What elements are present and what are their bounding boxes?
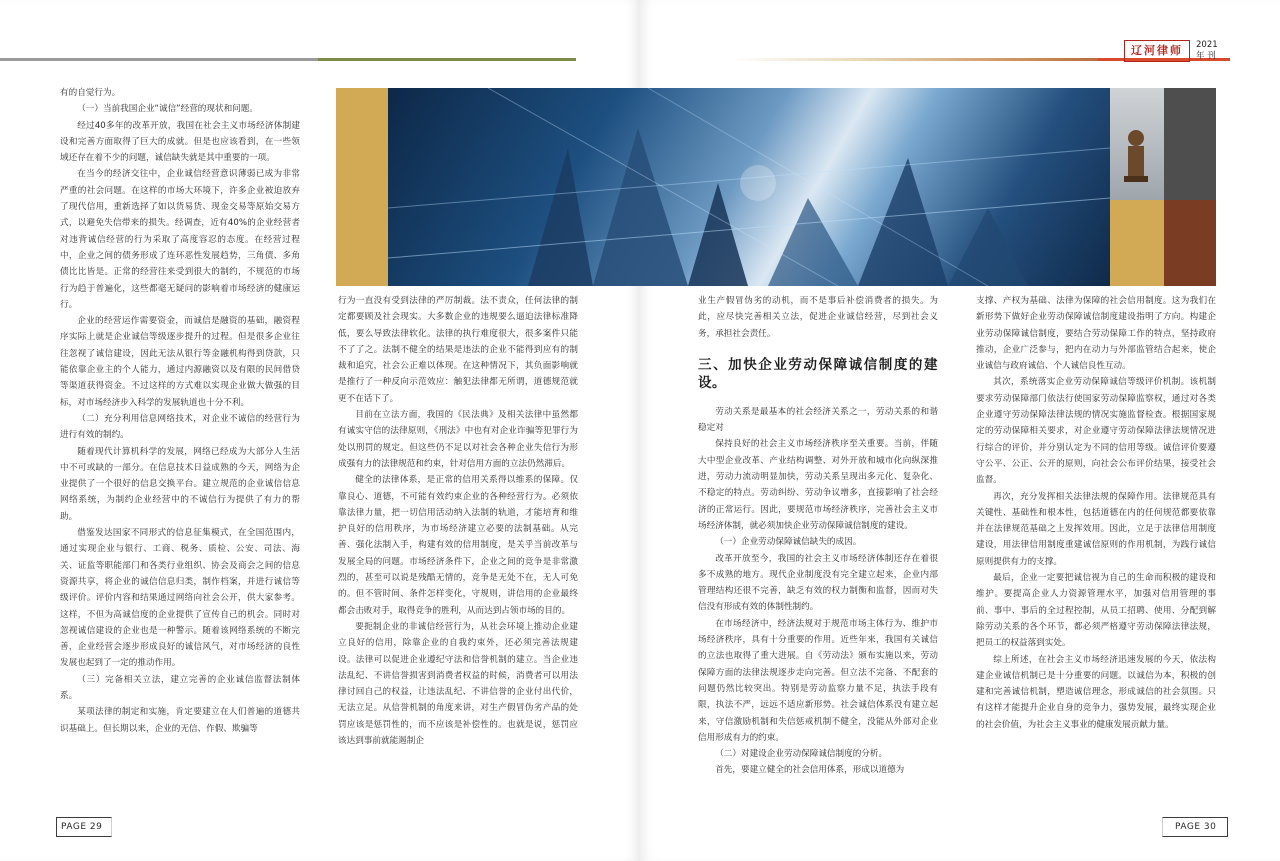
subheading: （三）完备相关立法，建立完善的企业诚信监督法制体系。 bbox=[60, 674, 300, 701]
paragraph: 随着现代计算机科学的发展，网络已经成为大部分人生活中不可或缺的一部分。在信息技术日益成熟的今天，网络为企业提供了一个很好的信息交换平台。建立规范的企业诚信信息网络系统，为制约企业经营中的不诚信行为提供了有力的帮助。 bbox=[60, 446, 300, 522]
paragraph: 行为一直没有受到法律的严厉制裁。法不责众，任何法律的制定都要顾及社会现实。大多数企业的违规要么逼迫法律标准降低，要么导致法律软化。法律的执行难度很大，很多案件只能不了了之。法制不健全的结果是违法的企业不能得到应有的制裁和追究，社会公正难以体现。在这种情况下，其负面影响就是推行了一种反向示范效应：触犯法律都无所谓，道德规范就更不在话下了。 bbox=[338, 296, 578, 404]
paragraph: 支撑、产权为基础、法律为保障的社会信用制度。这为我们在新形势下做好企业劳动保障诚信制度建设指明了方向。构建企业劳动保障诚信制度，要结合劳动保障工作的特点，坚持政府推动，企业广泛参与，把内在动力与外部监管结合起来，使企业诚信与政府诚信、个人诚信良性互动。 bbox=[976, 296, 1216, 372]
paragraph: 某项法律的制定和实施，肯定要建立在人们普遍的道德共识基础上。但长期以来，企业的无信、作假、欺骗等 bbox=[60, 707, 300, 734]
column-2 bbox=[338, 293, 578, 749]
top-rule-gray bbox=[0, 58, 318, 61]
column-4 bbox=[976, 293, 1216, 733]
paragraph: 最后，企业一定要把诚信视为自己的生命而积极的建设和维护。要提高企业人力资源管理水平，加强对信用管理的事前、事中、事后的全过程控制，从员工招聘、使用、分配到解除劳动关系的各个环节，都必须严格遵守劳动保障法律法规，把员工的权益落到实处。 bbox=[976, 573, 1216, 649]
issue-year: 2021 bbox=[1196, 40, 1218, 50]
paragraph: 要扼制企业的非诚信经营行为，从社会环境上推动企业建立良好的信用，除靠企业的自我约束外，还必须完善法规建设。法律可以促进企业遵纪守法和信誉机制的建立。当企业违法乱纪、不讲信誉损害到消费者权益的时候，消费者可以用法律讨回自己的权益，让违法乱纪、不讲信誉的企业付出代价，无法立足。从信誉机制的角度来讲，对生产假冒伪劣产品的处罚应该是惩罚性的，而不应该是补偿性的。也就是说，惩罚应该达到事前就能遏制企 bbox=[338, 621, 578, 747]
brown-block bbox=[1164, 200, 1216, 286]
paragraph: 业生产假冒伪劣的动机，而不是事后补偿消费者的损失。为此，应尽快完善相关立法，促进企业诚信经营，尽到社会义务，承担社会责任。 bbox=[698, 296, 938, 339]
city-skyline-photo bbox=[388, 88, 1110, 286]
paragraph: 目前在立法方面，我国的《民法典》及相关法律中虽然都有诚实守信的法律原则，《刑法》中也有对企业诈骗等犯罪行为处以刑罚的规定。但这些仍不足以对社会各种企业失信行为形成强有力的法律规范和约束，针对信用方面的立法仍然滞后。 bbox=[338, 410, 578, 469]
paragraph: 保持良好的社会主义市场经济秩序至关重要。当前，伴随大中型企业改革、产业结构调整、对外开放和城市化向纵深推进，劳动力流动明显加快，劳动关系呈现出多元化、复杂化、不稳定的特点。劳动纠纷、劳动争议增多，直接影响了社会经济的正常运行。因此，要规范市场经济秩序，完善社会主义市场经济体制，就必须加快企业劳动保障诚信制度的建设。 bbox=[698, 439, 938, 531]
paragraph: 综上所述，在社会主义市场经济迅速发展的今天，依法构建企业诚信机制已是十分重要的问题。以诚信为本，积极的创建和完善诚信机制，塑造诚信理念，形成诚信的社会氛围。只有这样才能提升企业自身的竞争力，强势发展，最终实现企业的社会价值，为社会主义事业的健康发展贡献力量。 bbox=[976, 654, 1216, 730]
dark-gray-block bbox=[1164, 88, 1216, 200]
subheading: （一）当前我国企业“诚信”经营的现状和问题。 bbox=[77, 104, 258, 115]
paragraph: 企业的经营运作需要资金，而诚信是融资的基础，融资程序实际上就是企业诚信等级逐步提升的过程。但是很多企业往往忽视了诚信建设，因此无法从银行等金融机构得到贷款，只能依靠企业主的个人能力，通过内源融资以及有限的民间借贷等渠道获得资金。不过这样的方式难以实现企业做大做强的目标，对市场经济步入科学的发展轨道也十分不利。 bbox=[60, 316, 300, 408]
paragraph: 借鉴发达国家不同形式的信息征集模式，在全国范围内，通过实现企业与银行、工商、税务、质检、公安、司法、海关、证监等职能部门和各类行业组织、协会及商会之间的信息资源共享，将企业的诚信信息归类，制作档案，并进行诚信等级评价。评价内容和结果通过网络向社会公开，供大家参考。这样，不但为高诚信度的企业提供了宣传自己的机会。同时对忽视诚信建设的企业也是一种警示。随着该网络系统的不断完善，企业经营会逐步形成良好的诚信风气，对市场经济的良性发展也起到了一定的推动作用。 bbox=[60, 528, 300, 669]
subheading: （一）企业劳动保障诚信缺失的成因。 bbox=[715, 537, 862, 548]
gold-block-left bbox=[336, 88, 388, 286]
top-rule-green bbox=[318, 58, 576, 61]
paragraph: 在当今的经济交往中，企业诚信经营意识薄弱已成为非常严重的社会问题。在这样的市场大环境下，许多企业被迫放弃了现代信用，重新选择了如以货易货、现金交易等原始交易方式，以避免失信带来的损失。经调查，近有40%的企业经营者对违背诚信经营的行为采取了高度容忍的态度。在经营过程中，企业之间的债务形成了连环恶性发展趋势，三角债、多角债比比皆是。正常的经营往来受到很大的制约，不规范的市场行为趋于普遍化，这些都毫无疑问的影响着市场经济的健康运行。 bbox=[60, 169, 300, 310]
paragraph: 首先，要建立健全的社会信用体系，形成以道德为 bbox=[715, 765, 905, 776]
column-1 bbox=[60, 85, 300, 737]
gold-block-right bbox=[1110, 200, 1164, 286]
issue-label bbox=[1196, 40, 1218, 62]
section-heading: 三、加快企业劳动保障诚信制度的建设。 bbox=[698, 356, 938, 391]
subheading: （二）充分利用信息网络技术，对企业不诚信的经营行为进行有效的制约。 bbox=[60, 413, 300, 441]
issue-type: 年 刊 bbox=[1196, 51, 1216, 61]
chess-photo bbox=[1110, 88, 1164, 200]
skyline-illustration bbox=[388, 88, 1110, 286]
paragraph: 改革开放至今，我国的社会主义市场经济体制还存在着很多不成熟的地方。现代企业制度没有完全建立起来，企业内部管理结构还很不完善，缺乏有效的权力制衡和监督，因而对失信没有形成有效的体制性制约。 bbox=[698, 553, 938, 613]
paragraph: 劳动关系是最基本的社会经济关系之一，劳动关系的和谐稳定对 bbox=[698, 406, 938, 434]
chess-piece-icon bbox=[1110, 88, 1164, 200]
column-3 bbox=[698, 293, 938, 779]
page-number-left: PAGE 29 bbox=[56, 817, 112, 837]
magazine-logo: 辽河律师 bbox=[1124, 40, 1190, 62]
page-number-right: PAGE 30 bbox=[1162, 817, 1228, 837]
paragraph: 有的自觉行为。 bbox=[60, 88, 121, 98]
paragraph: 经过40多年的改革开放，我国在社会主义市场经济体制建设和完善方面取得了巨大的成就。但是也应该看到，在一些领域还存在着不少的问题，诚信缺失就是其中重要的一项。 bbox=[60, 120, 300, 164]
hero-image bbox=[336, 88, 1216, 286]
paragraph: 在市场经济中，经济法规对于规范市场主体行为、维护市场经济秩序，具有十分重要的作用。近些年来，我国有关诚信的立法也取得了重大进展。自《劳动法》颁布实施以来，劳动保障方面的法律法规逐步走向完善。但立法不完备、不配套的问题仍然比较突出。特别是劳动监察力量不足，执法手段有限，执法不严，远远不适应新形势。社会诚信体系没有建立起来，守信激励机制和失信惩戒机制不健全，没能从外部对企业信用形成有力的约束。 bbox=[698, 618, 938, 743]
paragraph: 其次，系统落实企业劳动保障诚信等级评价机制。该机制要求劳动保障部门依法行使国家劳动保障监察权，通过对各类企业遵守劳动保障法律法规的情况实施监督检查。根据国家规定的劳动保障相关要求，对企业遵守劳动保障法律法规情况进行综合的评价，并分别认定为不同的信用等级。诚信评价要遵守公平、公正、公开的原则，向社会公布评价结果，接受社会监督。 bbox=[976, 377, 1216, 486]
subheading: （二）对建设企业劳动保障诚信制度的分析。 bbox=[715, 749, 888, 760]
paragraph: 再次，充分发挥相关法律法规的保障作用。法律规范具有关键性、基础性和根本性，包括道德在内的任何规范都要依靠并在法律规范基础之上发挥效用。因此，立足于法律信用制度建设，用法律信用制度重建诚信原则的作用机制，为践行诚信原则提供有力的支撑。 bbox=[976, 491, 1216, 567]
paragraph: 健全的法律体系，是正常的信用关系得以维系的保障。仅靠良心、道德，不可能有效约束企业的各种经营行为。必须依靠法律力量，把一切信用活动纳入法制的轨道，才能培育和维护良好的信用秩序，为市场经济建立必要的法制基础。从完善、强化法制入手，构建有效的信用制度，是关乎当前改革与发展全局的问题。市场经济条件下，企业之间的竞争是非常激烈的，甚至可以说是残酷无情的，竞争是无处不在，无人可免的。但不管时间、条件怎样变化，守规则，讲信用的企业最终都会击败对手，取得竞争的胜利，从而达到占领市场的目的。 bbox=[338, 475, 578, 616]
